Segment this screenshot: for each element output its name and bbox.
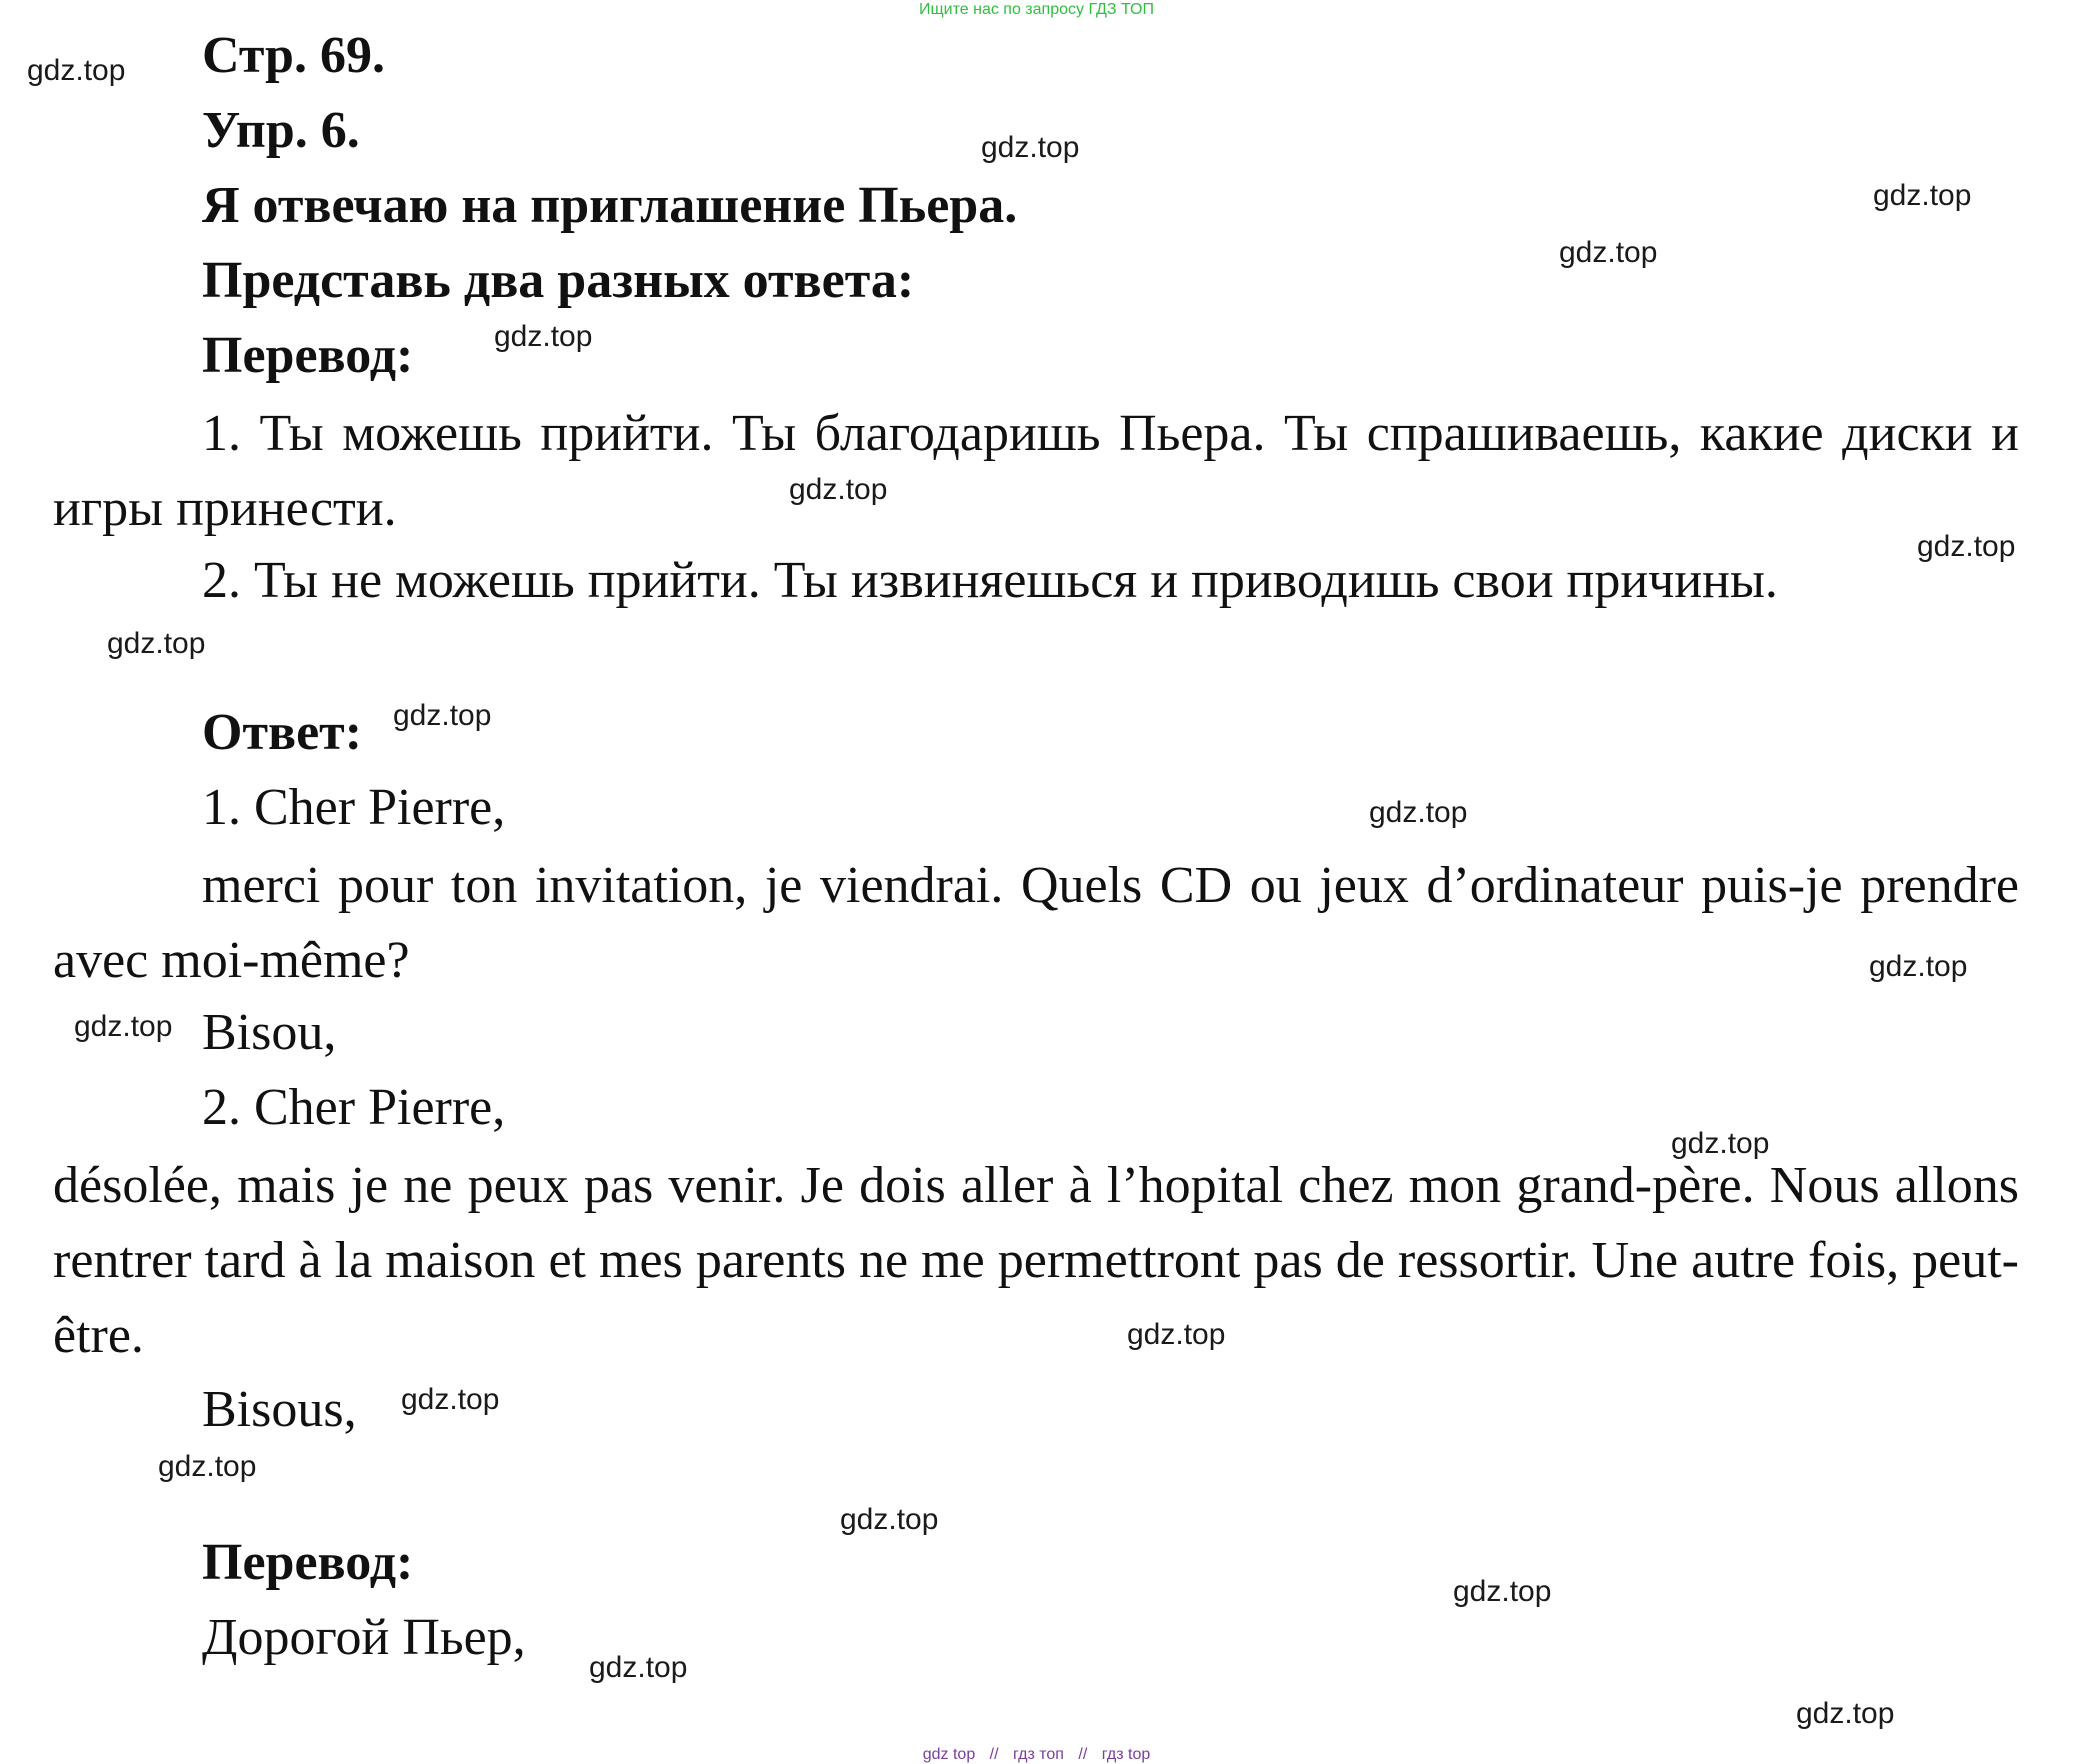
watermark: gdz.top: [74, 1010, 173, 1043]
watermark: gdz.top: [1917, 530, 2016, 563]
watermark: gdz.top: [1369, 796, 1468, 829]
watermark: gdz.top: [494, 320, 593, 353]
top-banner: Ищите нас по запросу ГДЗ ТОП: [919, 1, 1154, 18]
exercise-title: Я отвечаю на приглашение Пьера.: [202, 177, 1018, 234]
page-number: Стр. 69.: [202, 27, 385, 84]
watermark: gdz.top: [1671, 1127, 1770, 1160]
bottom-banner-item: гдз top: [1101, 1746, 1151, 1763]
watermark: gdz.top: [789, 473, 888, 506]
watermark: gdz.top: [1559, 236, 1658, 269]
answer-translation-greeting: Дорогой Пьер,: [202, 1609, 526, 1666]
watermark: gdz.top: [589, 1651, 688, 1684]
watermark: gdz.top: [158, 1450, 257, 1483]
task-translation-item-2: 2. Ты не можешь прийти. Ты извиняешься и приводишь свои причины.: [202, 552, 1778, 609]
exercise-task: Представь два разных ответа:: [202, 252, 915, 309]
watermark: gdz.top: [1869, 950, 1968, 983]
watermark: gdz.top: [393, 699, 492, 732]
letter-1-greeting: 1. Cher Pierre,: [202, 779, 506, 836]
watermark: gdz.top: [107, 627, 206, 660]
letter-1-body: merci pour ton invitation, je viendrai. Quels CD ou jeux d’ordinateur puis-je prendre avec moi-même?: [53, 857, 2019, 989]
watermark: gdz.top: [1453, 1575, 1552, 1608]
exercise-number: Упр. 6.: [202, 102, 360, 159]
letter-2-body: désolée, mais je ne peux pas venir. Je dois aller à l’hopital chez mon grand-père. Nous allons rentrer tard à la maison et mes parents ne me permettront pas de ressortir. Une autre fois, peut-être.: [53, 1157, 2019, 1364]
letter-1-closing: Bisou,: [202, 1004, 337, 1061]
watermark: gdz.top: [1873, 179, 1972, 212]
letter-2-closing: Bisous,: [202, 1381, 357, 1438]
answer-heading: Ответ:: [202, 704, 363, 761]
watermark: gdz.top: [27, 54, 126, 87]
bottom-banner-item: gdz top: [922, 1746, 976, 1763]
watermark: gdz.top: [840, 1503, 939, 1536]
task-translation-item-1: 1. Ты можешь прийти. Ты благодаришь Пьера. Ты спрашиваешь, какие диски и игры принести.: [53, 405, 2019, 537]
bottom-banner-separator: //: [1078, 1746, 1088, 1763]
bottom-banner: [0, 1746, 2073, 1764]
letter-2-greeting: 2. Cher Pierre,: [202, 1079, 506, 1136]
bottom-banner-separator: //: [989, 1746, 999, 1763]
bottom-banner-item: гдз топ: [1013, 1746, 1064, 1763]
watermark: gdz.top: [1127, 1318, 1226, 1351]
watermark: gdz.top: [1796, 1697, 1895, 1730]
answer-translation-heading: Перевод:: [202, 1534, 414, 1591]
watermark: gdz.top: [401, 1383, 500, 1416]
watermark: gdz.top: [981, 131, 1080, 164]
task-translation-heading: Перевод:: [202, 327, 414, 384]
